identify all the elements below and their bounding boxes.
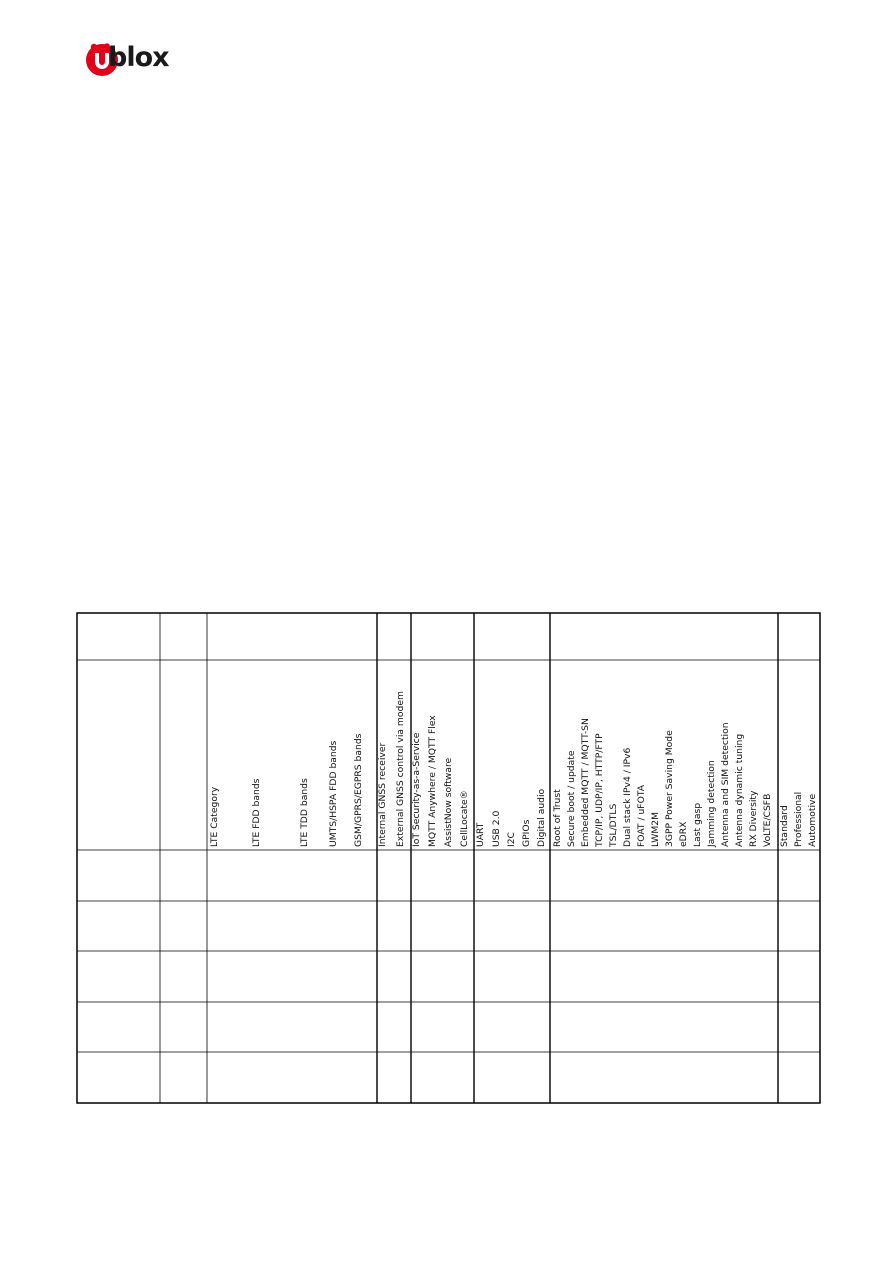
- column-header-label: LWM2M: [650, 811, 661, 847]
- column-header-label: Antenna and SIM detection: [720, 722, 731, 847]
- column-header-label: LTE TDD bands: [299, 778, 310, 847]
- column-header-label: Secure boot / update: [566, 750, 577, 847]
- column-header-label: Automotive: [807, 793, 818, 847]
- column-header-label: USB 2.0: [491, 810, 502, 847]
- column-header-label: eDRX: [678, 821, 689, 847]
- column-header-label: Root of Trust: [552, 789, 563, 847]
- column-header-label: LTE Category: [209, 786, 220, 847]
- column-header-label: I2C: [506, 832, 517, 847]
- column-header-label: FOAT / uFOTA: [636, 785, 647, 847]
- column-header-label: Dual stack IPv4 / IPv6: [622, 747, 633, 847]
- ublox-logo-text: blox: [108, 42, 169, 73]
- column-header-label: MQTT Anywhere / MQTT Flex: [427, 715, 438, 847]
- column-header-label: UMTS/HSPA FDD bands: [328, 740, 339, 847]
- column-header-label: External GNSS control via modem: [395, 691, 406, 847]
- column-header-label: Embedded MQTT / MQTT-SN: [580, 718, 591, 847]
- column-header-label: Digital audio: [536, 788, 547, 847]
- product-feature-table: [76, 612, 821, 1104]
- column-header-label: Antenna dynamic tuning: [734, 733, 745, 847]
- column-header-label: Jamming detection: [706, 760, 717, 847]
- column-header-label: VoLTE/CSFB: [762, 793, 773, 847]
- column-header-label: RX Diversity: [748, 790, 759, 847]
- column-header-label: TSL/DTLS: [608, 803, 619, 847]
- column-header-label: IoT Security-as-a-Service: [411, 732, 422, 847]
- column-header-label: Professional: [793, 791, 804, 847]
- column-header-label: LTE FDD bands: [251, 778, 262, 847]
- column-header-label: GPIOs: [521, 819, 532, 847]
- column-header-label: Standard: [779, 805, 790, 847]
- column-header-label: 3GPP Power Saving Mode: [664, 730, 675, 847]
- column-header-label: TCP/IP, UDP/IP, HTTP/FTP: [594, 733, 605, 847]
- column-header-label: GSM/GPRS/EGPRS bands: [353, 733, 364, 847]
- column-header-label: UART: [475, 822, 486, 847]
- column-header-label: Last gasp: [692, 802, 703, 847]
- column-header-label: AssistNow software: [443, 757, 454, 847]
- column-header-label: CellLocate®: [459, 790, 470, 847]
- column-header-label: Internal GNSS receiver: [377, 742, 388, 847]
